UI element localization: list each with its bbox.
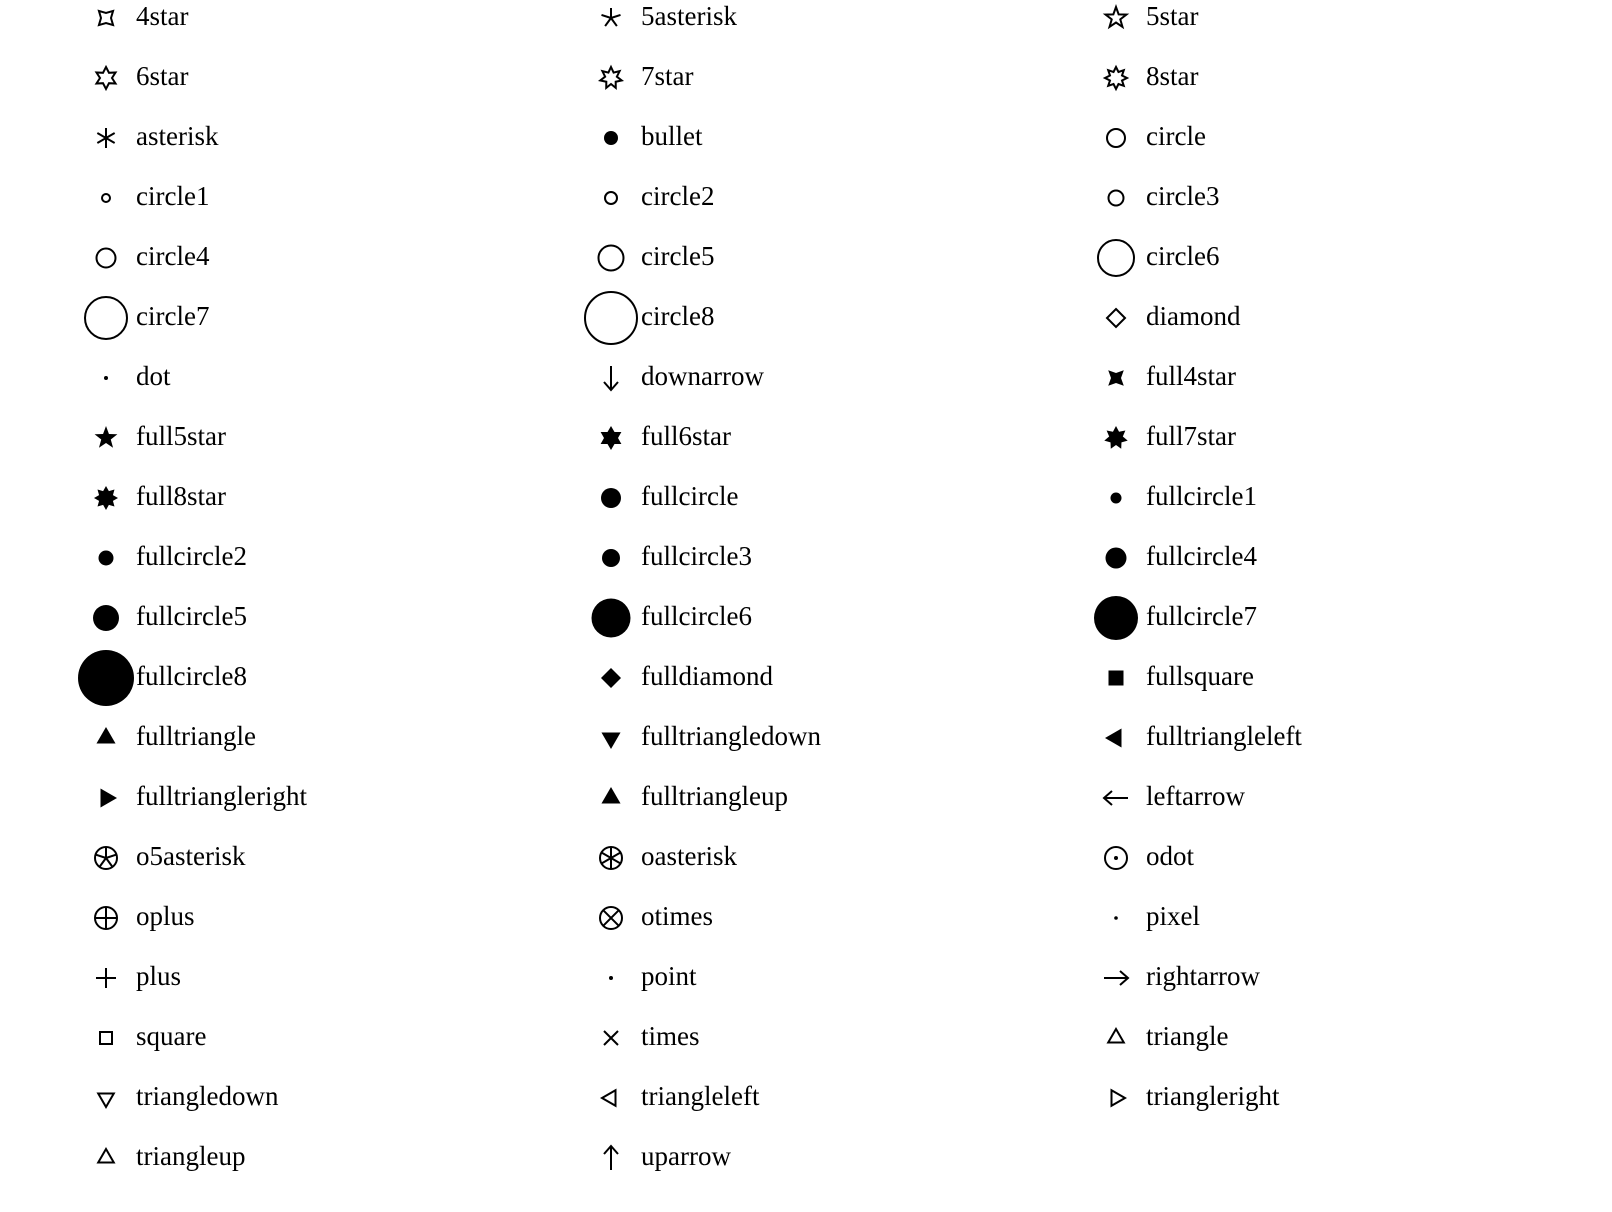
marker-label: 6star [136,61,189,91]
marker-item [106,361,586,426]
marker-item [611,781,1091,846]
plus-icon [76,948,136,1008]
marker-label: square [136,1021,207,1051]
marker-label: circle2 [641,181,715,211]
marker-item [1116,241,1596,306]
marker-item [611,901,1091,966]
full4star-icon [1086,348,1146,408]
marker-item [106,661,586,726]
marker-label: o5asterisk [136,841,246,871]
marker-item [611,961,1091,1026]
marker-item [1116,901,1596,966]
marker-label: circle7 [136,301,210,331]
marker-item [1116,301,1596,366]
marker-label: fullcircle2 [136,541,247,571]
marker-label: fullsquare [1146,661,1254,691]
marker-label: 8star [1146,61,1199,91]
fullcircle3-icon [581,528,641,588]
marker-label: asterisk [136,121,219,151]
marker-item [1116,61,1596,126]
marker-item [106,841,586,906]
triangleleft-icon [581,1068,641,1128]
fullcircle5-icon [76,588,136,648]
marker-label: fulltriangle [136,721,256,751]
marker-item [611,721,1091,786]
uparrow-icon [581,1128,641,1188]
marker-item [1116,781,1596,846]
fulltriangle-icon [76,708,136,768]
marker-item [106,601,586,666]
marker-item [106,541,586,606]
marker-item [611,181,1091,246]
marker-label: uparrow [641,1141,731,1171]
marker-item [1116,421,1596,486]
marker-item [611,121,1091,186]
rightarrow-icon [1086,948,1146,1008]
5asterisk-icon [581,0,641,48]
fulltriangledown-icon [581,708,641,768]
marker-label: circle4 [136,241,210,271]
4star-icon [76,0,136,48]
asterisk-icon [76,108,136,168]
marker-label: dot [136,361,171,391]
fulldiamond-icon [581,648,641,708]
marker-label: triangleleft [641,1081,760,1111]
marker-item [106,181,586,246]
marker-label: circle1 [136,181,210,211]
fullcircle-icon [581,468,641,528]
odot-icon [1086,828,1146,888]
marker-label: circle [1146,121,1206,151]
marker-label: fullcircle3 [641,541,752,571]
triangleup-icon [76,1128,136,1188]
7star-icon [581,48,641,108]
circle6-icon [1086,228,1146,288]
marker-label: full4star [1146,361,1236,391]
fullcircle8-icon [76,648,136,708]
marker-item [611,421,1091,486]
marker-label: triangledown [136,1081,279,1111]
marker-label: fulltriangleleft [1146,721,1302,751]
marker-item [611,61,1091,126]
marker-item [106,1081,586,1146]
marker-item [106,901,586,966]
marker-item [611,1021,1091,1086]
marker-label: fulltriangleup [641,781,788,811]
marker-label: point [641,961,697,991]
point-icon [581,948,641,1008]
fullsquare-icon [1086,648,1146,708]
marker-label: fullcircle6 [641,601,752,631]
marker-item [106,1141,586,1206]
fullcircle4-icon [1086,528,1146,588]
marker-label: 5asterisk [641,1,737,31]
circle-icon [1086,108,1146,168]
marker-item [106,481,586,546]
marker-label: circle6 [1146,241,1220,271]
marker-item [1116,661,1596,726]
marker-label: bullet [641,121,703,151]
marker-item [611,1141,1091,1206]
full6star-icon [581,408,641,468]
marker-label: 4star [136,1,189,31]
diamond-icon [1086,288,1146,348]
triangledown-icon [76,1068,136,1128]
marker-label: pixel [1146,901,1200,931]
marker-item [611,301,1091,366]
bullet-icon [581,108,641,168]
marker-label: fullcircle [641,481,739,511]
fullcircle7-icon [1086,588,1146,648]
marker-item [106,781,586,846]
marker-item [1116,721,1596,786]
circle4-icon [76,228,136,288]
marker-item [1116,181,1596,246]
fullcircle2-icon [76,528,136,588]
marker-item [611,541,1091,606]
marker-item [1116,361,1596,426]
marker-label: fulldiamond [641,661,773,691]
marker-item [106,241,586,306]
full5star-icon [76,408,136,468]
marker-item [106,1,586,66]
marker-item [611,601,1091,666]
marker-label: triangleright [1146,1081,1280,1111]
marker-label: fullcircle4 [1146,541,1257,571]
circle8-icon [581,288,641,348]
marker-label: plus [136,961,182,991]
marker-label: fullcircle7 [1146,601,1257,631]
fulltriangleleft-icon [1086,708,1146,768]
full8star-icon [76,468,136,528]
oplus-icon [76,888,136,948]
o5asterisk-icon [76,828,136,888]
6star-icon [76,48,136,108]
downarrow-icon [581,348,641,408]
marker-label: full5star [136,421,226,451]
triangleright-icon [1086,1068,1146,1128]
marker-item [1116,1081,1596,1146]
marker-label: circle3 [1146,181,1220,211]
marker-label: otimes [641,901,713,931]
marker-label: fullcircle8 [136,661,247,691]
otimes-icon [581,888,641,948]
marker-label: triangle [1146,1021,1229,1051]
marker-item [611,361,1091,426]
marker-item [106,421,586,486]
marker-label: odot [1146,841,1195,871]
circle7-icon [76,288,136,348]
circle3-icon [1086,168,1146,228]
fullcircle6-icon [581,588,641,648]
marker-item [611,1081,1091,1146]
circle5-icon [581,228,641,288]
square-icon [76,1008,136,1068]
pixel-icon [1086,888,1146,948]
marker-label: oplus [136,901,195,931]
marker-label: fulltriangleright [136,781,307,811]
marker-item [1116,1,1596,66]
marker-item [1116,121,1596,186]
marker-label: full7star [1146,421,1236,451]
fullcircle1-icon [1086,468,1146,528]
fulltriangleup-icon [581,768,641,828]
5star-icon [1086,0,1146,48]
marker-item [1116,961,1596,1026]
triangle-icon [1086,1008,1146,1068]
marker-item [611,481,1091,546]
marker-item [611,1,1091,66]
marker-label: rightarrow [1146,961,1260,991]
marker-item [1116,601,1596,666]
marker-label: circle8 [641,301,715,331]
marker-label: fullcircle5 [136,601,247,631]
marker-label: circle5 [641,241,715,271]
marker-label: triangleup [136,1141,246,1171]
marker-label: 7star [641,61,694,91]
marker-item [106,1021,586,1086]
marker-label: 5star [1146,1,1199,31]
marker-item [106,961,586,1026]
marker-label: downarrow [641,361,764,391]
marker-label: leftarrow [1146,781,1245,811]
marker-label: diamond [1146,301,1241,331]
marker-label: fulltriangledown [641,721,821,751]
circle1-icon [76,168,136,228]
marker-item [1116,541,1596,606]
marker-item [611,241,1091,306]
marker-item [1116,481,1596,546]
marker-label: full6star [641,421,731,451]
marker-item [106,721,586,786]
times-icon [581,1008,641,1068]
circle2-icon [581,168,641,228]
leftarrow-icon [1086,768,1146,828]
8star-icon [1086,48,1146,108]
marker-item [611,661,1091,726]
dot-icon [76,348,136,408]
marker-item [1116,841,1596,906]
full7star-icon [1086,408,1146,468]
marker-label: times [641,1021,700,1051]
marker-item [106,301,586,366]
marker-item [106,61,586,126]
oasterisk-icon [581,828,641,888]
marker-label: full8star [136,481,226,511]
marker-label: oasterisk [641,841,737,871]
marker-item [106,121,586,186]
marker-item [1116,1021,1596,1086]
fulltriangleright-icon [76,768,136,828]
marker-label: fullcircle1 [1146,481,1257,511]
marker-item [611,841,1091,906]
